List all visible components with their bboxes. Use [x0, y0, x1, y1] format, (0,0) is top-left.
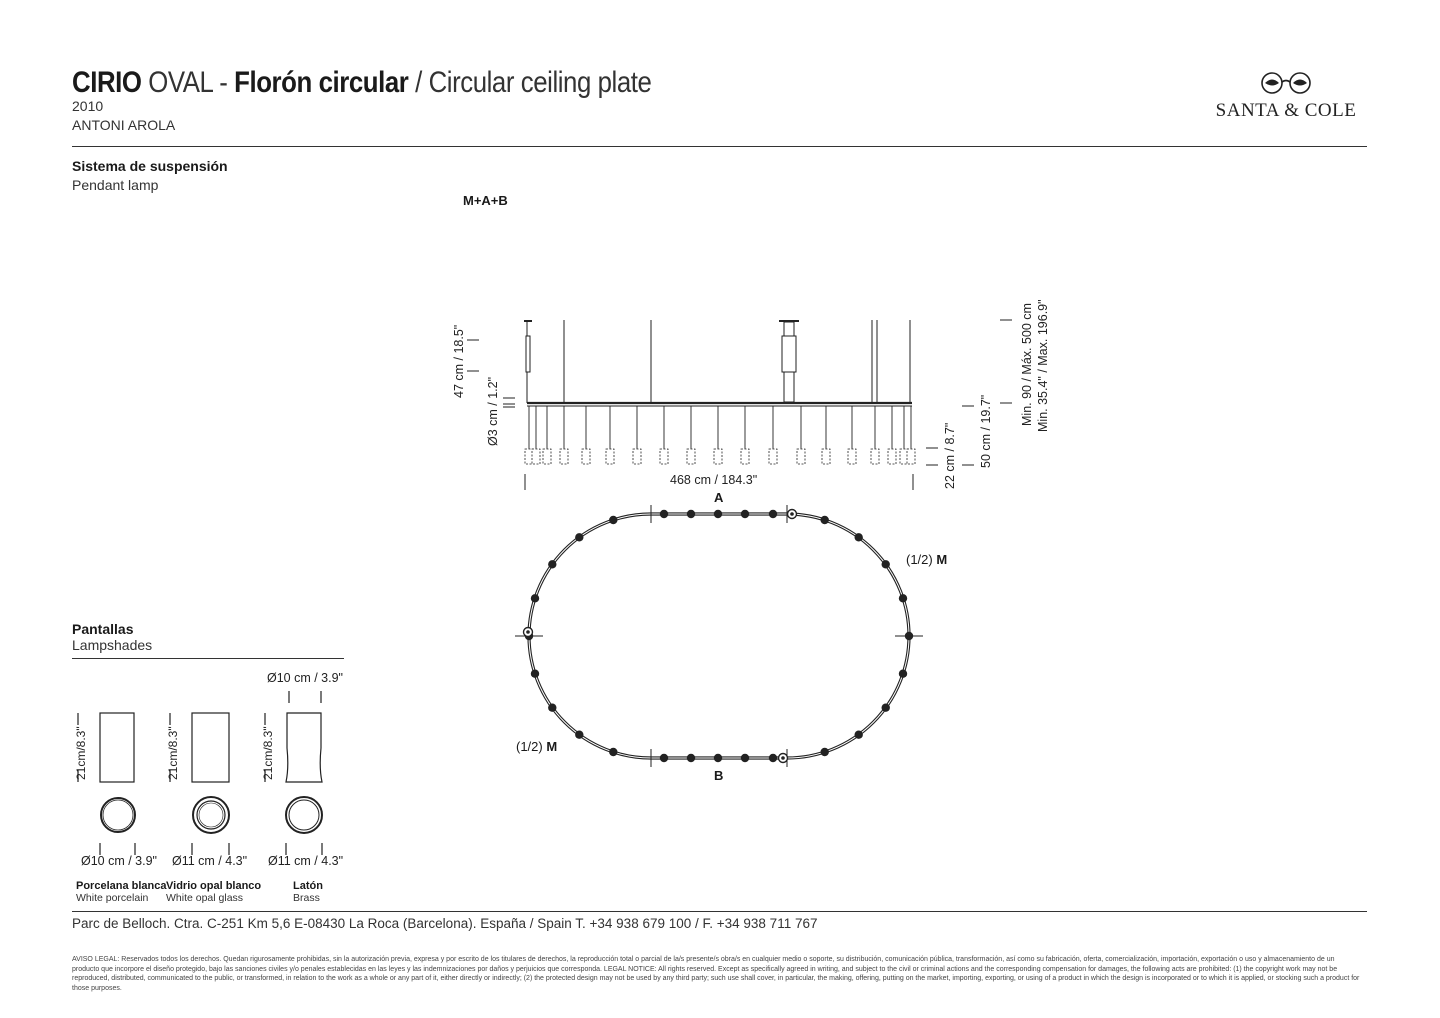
shade-porcelain-profile	[100, 713, 134, 782]
shade-2-name-en: White opal glass	[166, 892, 244, 904]
shade-brass-profile	[286, 713, 322, 782]
shade-1-label	[76, 880, 167, 904]
plan-label-m-right-letter: M	[936, 552, 948, 567]
shade-1-name-es: Porcelana blanca	[76, 880, 167, 892]
year: 2010	[72, 98, 104, 114]
shade-1-height: 21cm/8.3"	[74, 726, 88, 780]
dim-lamp-height: 22 cm / 8.7"	[943, 422, 957, 489]
shade-2-height: 21cm/8.3"	[166, 726, 180, 780]
shade-opal-profile	[192, 713, 229, 782]
dim-total-in: Min. 35.4" / Max. 196.9"	[1036, 299, 1050, 432]
shade-2-diameter: Ø11 cm / 4.3"	[172, 854, 248, 868]
footer-divider	[72, 911, 1367, 912]
company-address: Parc de Belloch. Ctra. C-251 Km 5,6 E-08430 La Roca (Barcelona). España / Spain T. +34 938 679 100 / F. +34 938 711 767	[72, 916, 818, 931]
shade-top-dim: Ø10 cm / 3.9"	[267, 671, 343, 685]
dim-ring-drop: 50 cm / 19.7"	[979, 394, 993, 468]
shade-3-name-en: Brass	[293, 892, 320, 904]
plan-label-m-left-frac: (1/2)	[516, 739, 547, 754]
suspension-subtitle: Pendant lamp	[72, 177, 159, 193]
suspension-title: Sistema de suspensión	[72, 158, 228, 174]
plan-label-a: A	[714, 490, 724, 505]
shade-3-label	[293, 880, 323, 904]
dim-canopy: Ø3 cm / 1.2"	[486, 376, 500, 446]
shade-2-label	[166, 880, 261, 904]
config-label: M+A+B	[463, 193, 508, 208]
title-brand: CIRIO	[72, 66, 142, 99]
shade-2-name-es: Vidrio opal blanco	[166, 880, 262, 892]
dim-top-drop: 47 cm / 18.5"	[452, 324, 466, 398]
plan-label-m-left-letter: M	[546, 739, 558, 754]
shade-1-diameter: Ø10 cm / 3.9"	[81, 854, 157, 868]
logo-text: SANTA & COLE	[1215, 100, 1357, 121]
shade-1-name-en: White porcelain	[76, 892, 149, 904]
title-dash: -	[212, 66, 235, 99]
lampshades-subtitle: Lampshades	[72, 637, 153, 653]
dim-width: 468 cm / 184.3"	[670, 473, 758, 487]
designer: ANTONI AROLA	[72, 117, 176, 133]
plan-label-m-right-frac: (1/2)	[906, 552, 937, 567]
legal-notice: AVISO LEGAL: Reservados todos los derechos. Quedan rigurosamente prohibidas, sin la autorización previa, expresa y por escrito de los titulares de derechos, la reproducción total o parcial de la/s presente/s obra/s en cualquier medio o soporte, su distribución, comunicación pública, transformación, así como su fabricación, oferta, comercialización, importación, exportación o uso y almacenamiento de un producto que incorpore el diseño protegido, bajo las sanciones civiles y/o penales establecidas en las leyes y las indemnizaciones por daños y perjuicios que corresponda. LEGAL NOTICE: All rights reserved. Except as specifically agreed in writing, and subject to the civil or criminal actions and the corresponding compensation for damages, the following acts are prohibited: (1) the copyright work may not be reproduced, distributed, communicated to the public, or transformed, in relation to the work as a whole or any part of it, either directly or indirectly; (2) the protected design may not be used by any third party; such use shall cover, in particular, the making, offering, putting on the market, importing, exporting, or using of a product in which the design is incorporated or to which it is applied, or stocking such a product for those purposes.	[72, 956, 1360, 992]
lampshades-title: Pantallas	[72, 621, 134, 637]
title-model: OVAL	[148, 66, 213, 99]
title-en: Circular ceiling plate	[428, 66, 652, 99]
title-sep: /	[408, 66, 429, 99]
shade-3-name-es: Latón	[293, 880, 323, 892]
shade-3-diameter: Ø11 cm / 4.3"	[268, 854, 344, 868]
plan-label-b: B	[714, 768, 724, 783]
dim-total-cm: Min. 90 / Máx. 500 cm	[1020, 303, 1034, 426]
shade-3-height: 21cm/8.3"	[261, 726, 275, 780]
title-es: Florón circular	[234, 66, 409, 99]
